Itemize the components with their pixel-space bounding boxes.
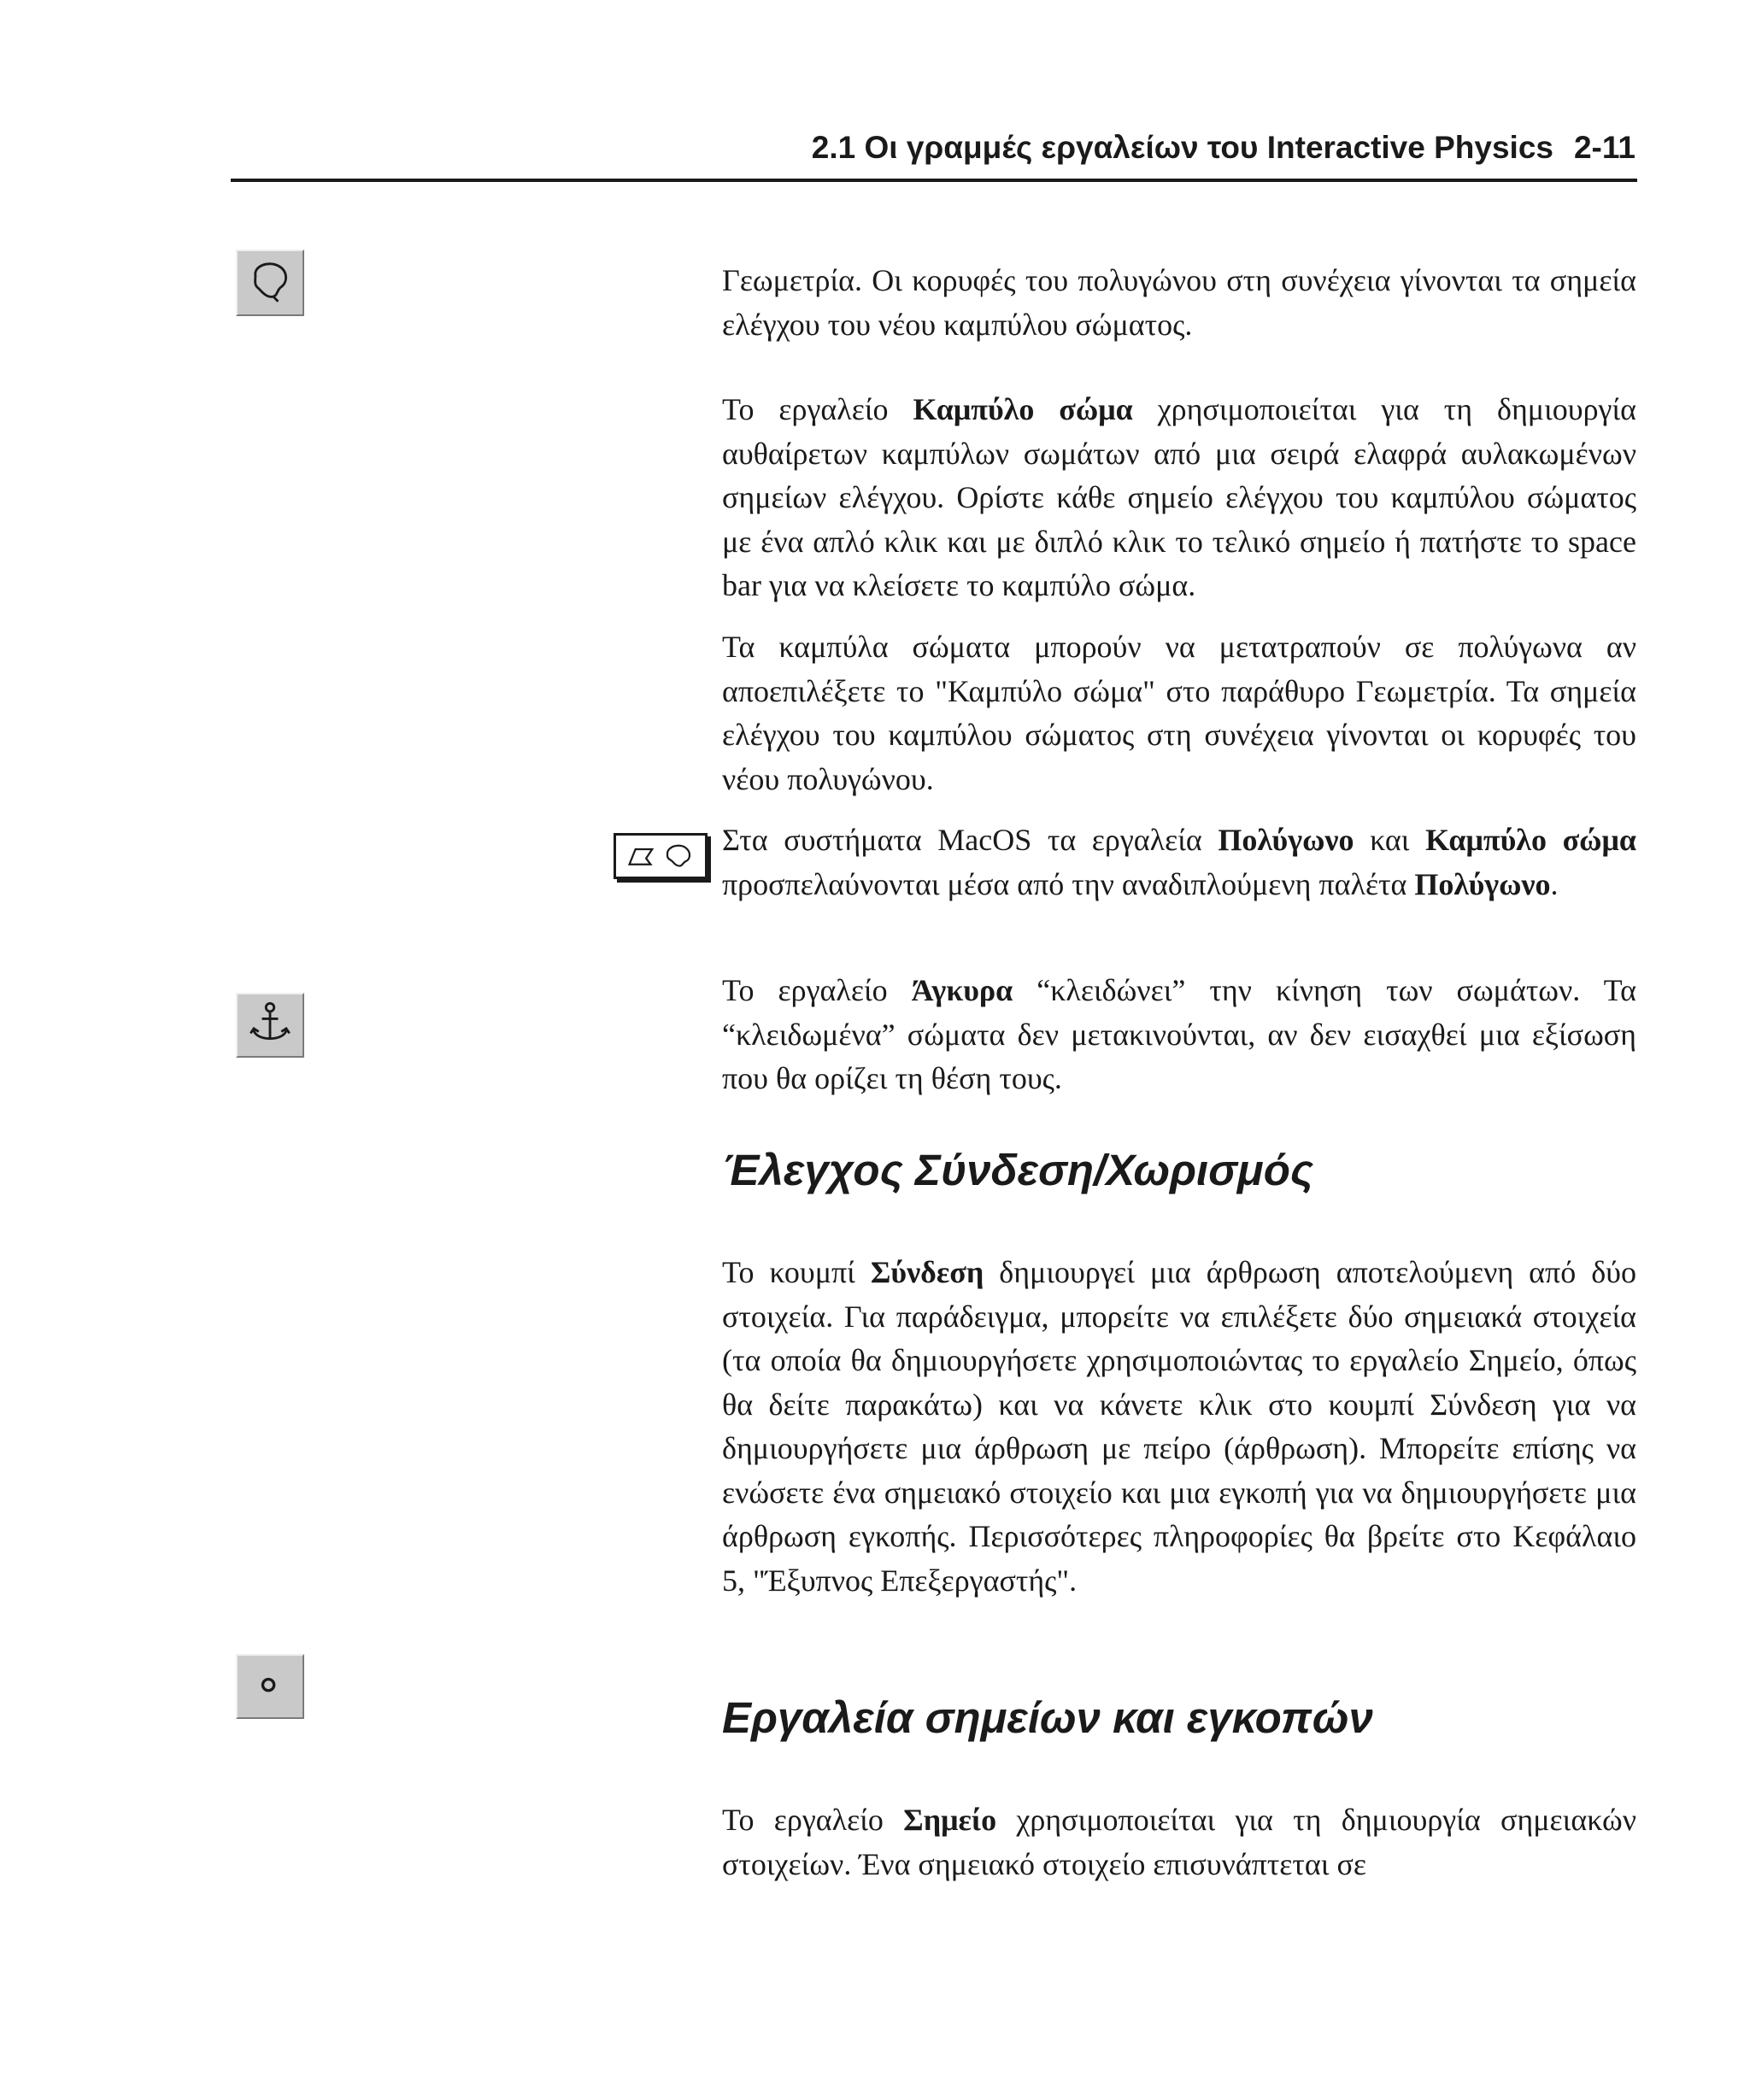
text-run: Το εργαλείο: [722, 973, 912, 1007]
paragraph-text: Γεωμετρία. Οι κορυφές του πολυγώνου στη συνέχεια γίνονται τα σημεία ελέγχου του νέου καμπύλου σώματος.: [722, 263, 1636, 342]
text-run: .: [1550, 866, 1559, 901]
heading-join-split: Έλεγχος Σύνδεση/Χωρισμός: [722, 1146, 1313, 1194]
section-heading-1: [722, 1145, 1636, 1196]
paragraph-5: [722, 969, 1636, 1101]
text-run: δημιουργεί μια άρθρωση αποτελούμενη από δύο στοιχεία. Για παράδειγμα, μπορείτε να επιλέξετε δύο σημειακά στοιχεία (τα οποία θα δημιουργήσετε χρησιμοποιώντας το εργαλείο Σημείο, όπως θα δείτε παρακάτω) και να κάνετε κλικ στο κουμπί Σύνδεση για να δημιουργήσετε μια άρθρωση με πείρο (άρθρωση). Μπορείτε επίσης να ενώσετε ένα σημειακό στοιχείο και μια εγκοπή για να δημιουργήσετε μια άρθρωση εγκοπής. Περισσότερες πληροφορίες θα βρείτε στο Κεφάλαιο 5, "Έξυπνος Επεξεργαστής".: [722, 1255, 1636, 1598]
polygon-curved-palette-icon: [614, 833, 708, 879]
text-run: προσπελαύνονται μέσα από την αναδιπλούμενη παλέτα: [722, 866, 1415, 901]
page-number: 2-11: [1573, 130, 1635, 165]
paragraph-3: [722, 625, 1636, 801]
section-heading-2: [722, 1692, 1636, 1744]
text-run: “κλειδώνει” την κίνηση των σωμάτων. Τα “κλειδωμένα” σώματα δεν μετακινούνται, αν δεν εισαχθεί μια εξίσωση που θα ορίζει τη θέση τους.: [722, 973, 1636, 1095]
paragraph-4: [722, 818, 1636, 906]
term-curved-body: Καμπύλο σώμα: [1425, 823, 1636, 857]
text-run: Στα συστήματα MacOS τα εργαλεία: [722, 823, 1219, 857]
header-rule: [231, 179, 1637, 182]
header-title: 2.1 Οι γραμμές εργαλείων του Interactive Physics: [811, 130, 1553, 165]
point-icon: [236, 1654, 304, 1719]
term-curved-body: Καμπύλο σώμα: [913, 392, 1133, 426]
text-run: Το κουμπί: [722, 1255, 871, 1289]
paragraph-6: [722, 1251, 1636, 1603]
term-point: Σημείο: [903, 1803, 997, 1837]
term-polygon: Πολύγωνο: [1218, 823, 1354, 857]
term-join: Σύνδεση: [870, 1255, 984, 1289]
text-run: Το εργαλείο: [722, 392, 913, 426]
paragraph-7: [722, 1798, 1636, 1886]
term-anchor: Άγκυρα: [911, 973, 1013, 1007]
heading-point-slot-tools: Εργαλεία σημείων και εγκοπών: [722, 1693, 1373, 1742]
term-polygon-palette: Πολύγωνο: [1414, 866, 1551, 901]
text-run: Το εργαλείο: [722, 1803, 904, 1837]
paragraph-1: [722, 259, 1636, 347]
paragraph-2: [722, 388, 1636, 608]
curved-body-icon: [236, 249, 304, 316]
running-header: [0, 128, 1635, 167]
paragraph-text: Τα καμπύλα σώματα μπορούν να μετατραπούν σε πολύγωνα αν αποεπιλέξετε το "Καμπύλο σώμα" στο παράθυρο Γεωμετρία. Τα σημεία ελέγχου του καμπύλου σώματος στη συνέχεια γίνονται οι κορυφές του νέου πολυγώνου.: [722, 630, 1636, 796]
text-run: χρησιμοποιείται για τη δημιουργία σημειακών στοιχείων. Ένα σημειακό στοιχείο επισυνάπτεται σε: [722, 1803, 1637, 1881]
anchor-icon: [236, 993, 304, 1058]
text-run: χρησιμοποιείται για τη δημιουργία αυθαίρετων καμπύλων σωμάτων από μια σειρά ελαφρά αυλακωμένων σημείων ελέγχου. Ορίστε κάθε σημείο ελέγχου του καμπύλου σώματος με ένα απλό κλικ και με διπλό κλικ το τελικό σημείο ή πατήστε το space bar για να κλείσετε το καμπύλο σώμα.: [722, 392, 1636, 602]
text-run: και: [1354, 823, 1426, 857]
